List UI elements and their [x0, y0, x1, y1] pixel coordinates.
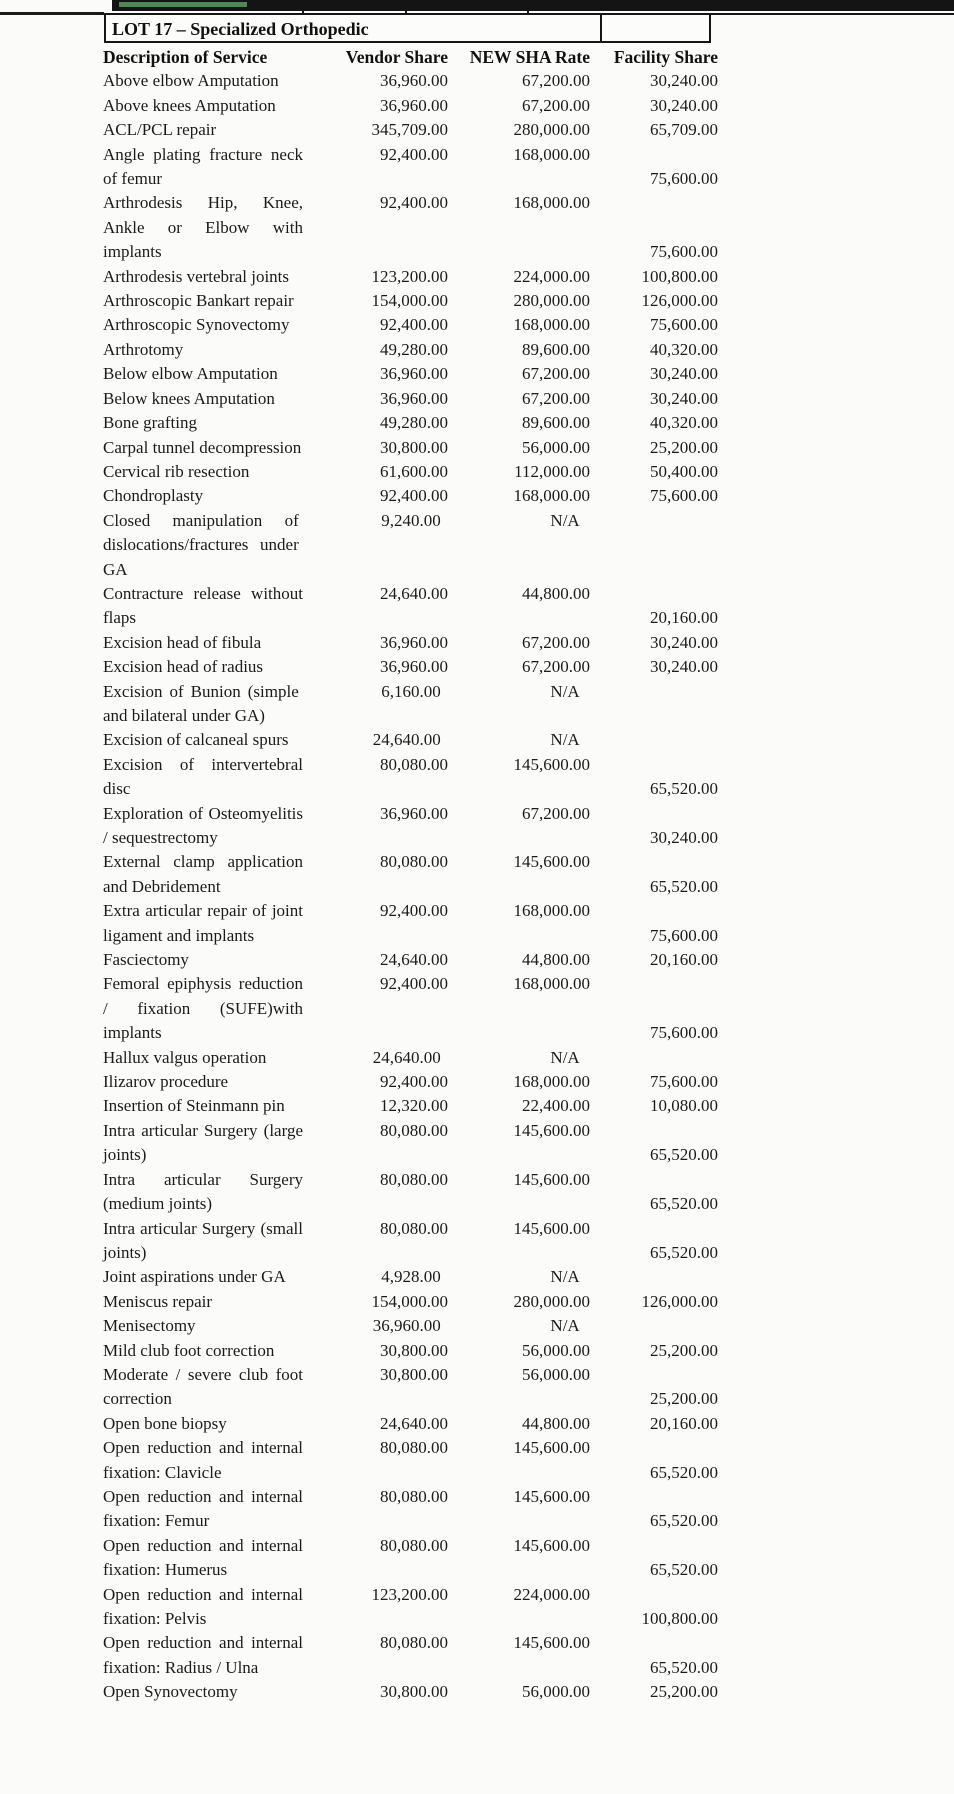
service-description: Carpal tunnel decompression	[103, 437, 302, 457]
vendor-share-value: 24,640.00	[372, 730, 441, 750]
vendor-share-value: 49,280.00	[380, 413, 448, 433]
service-description: Moderate / severe club foot correction	[103, 1364, 303, 1409]
table-row	[103, 289, 723, 313]
facility-share-value: 65,520.00	[650, 1560, 718, 1580]
service-description: Meniscus repair	[103, 1291, 213, 1311]
table-row	[103, 1339, 723, 1363]
vendor-share-value: 9,240.00	[381, 510, 441, 530]
facility-share-value: 10,080.00	[650, 1096, 718, 1116]
vendor-share-value: 92,400.00	[380, 974, 448, 994]
vendor-share-value: 80,080.00	[380, 1120, 448, 1140]
new-sha-rate-value: 168,000.00	[513, 315, 590, 335]
new-sha-rate-value: 145,600.00	[513, 1218, 590, 1238]
new-sha-rate-value: 168,000.00	[513, 1072, 590, 1092]
facility-share-value: 65,520.00	[650, 1462, 718, 1482]
new-sha-rate-value: 280,000.00	[513, 1291, 590, 1311]
table-row	[103, 94, 723, 118]
new-sha-rate-value: 145,600.00	[513, 754, 590, 774]
table-row	[103, 313, 723, 337]
vendor-share-value: 36,960.00	[372, 1316, 441, 1336]
service-description: Open reduction and internal fixation: Humerus	[103, 1535, 303, 1580]
new-sha-rate-value: 44,800.00	[522, 583, 590, 603]
facility-share-value: 25,200.00	[650, 437, 718, 457]
vendor-share-value: 12,320.00	[380, 1096, 448, 1116]
new-sha-rate-value: 145,600.00	[513, 1633, 590, 1653]
facility-share-value: 65,520.00	[650, 1194, 718, 1214]
service-description: Open reduction and internal fixation: Pelvis	[103, 1584, 303, 1628]
vendor-share-value: 92,400.00	[380, 315, 448, 335]
vendor-share-value: 92,400.00	[380, 486, 448, 506]
vendor-share-value: 80,080.00	[380, 1633, 448, 1653]
new-sha-rate-value: 89,600.00	[522, 339, 590, 359]
facility-share-value: 75,600.00	[650, 1023, 718, 1043]
service-description: Intra articular Surgery (medium joints)	[103, 1169, 303, 1214]
new-sha-rate-value: 280,000.00	[513, 291, 590, 311]
new-sha-rate-value: 168,000.00	[513, 193, 590, 213]
facility-share-value: 30,240.00	[650, 632, 718, 652]
table-row	[103, 631, 723, 655]
service-description: Above elbow Amputation	[103, 71, 279, 91]
new-sha-rate-value: 89,600.00	[522, 413, 590, 433]
vendor-share-value: 80,080.00	[380, 1535, 448, 1555]
table-row	[103, 1217, 723, 1266]
service-description: Menisectomy	[103, 1316, 196, 1336]
service-description: Open reduction and internal fixation: Radius / Ulna	[103, 1633, 303, 1677]
service-description: Bone grafting	[103, 413, 197, 433]
facility-share-value: 50,400.00	[650, 461, 718, 481]
facility-share-value: 65,520.00	[650, 1657, 718, 1677]
new-sha-rate-value: 56,000.00	[522, 437, 590, 457]
table-row	[103, 1412, 723, 1436]
green-accent-strip	[119, 2, 247, 7]
lot-title: LOT 17 – Specialized Orthopedic	[112, 19, 369, 39]
service-description: Mild club foot correction	[103, 1340, 275, 1360]
table-row	[103, 972, 723, 1045]
table-row	[103, 1168, 723, 1217]
new-sha-rate-value: 67,200.00	[522, 388, 590, 408]
facility-share-value: 40,320.00	[650, 413, 718, 433]
vendor-share-value: 154,000.00	[371, 1291, 448, 1311]
top-bar	[112, 0, 954, 11]
vendor-share-value: 92,400.00	[380, 901, 448, 921]
facility-share-value: 65,520.00	[650, 1511, 718, 1531]
service-description: Excision of intervertebral disc	[103, 754, 303, 799]
facility-share-value: 75,600.00	[650, 925, 718, 945]
new-sha-rate-value: 168,000.00	[513, 486, 590, 506]
new-sha-rate-value: 168,000.00	[513, 974, 590, 994]
table-row	[103, 1290, 723, 1314]
service-description: Arthroscopic Synovectomy	[103, 315, 290, 335]
col-header-facility-share: Facility Share	[613, 47, 718, 67]
table-row	[103, 1046, 723, 1070]
new-sha-rate-value: 44,800.00	[522, 950, 590, 970]
service-description: Arthrodesis Hip, Knee, Ankle or Elbow with implants	[103, 193, 303, 262]
new-sha-rate-value: N/A	[550, 1047, 580, 1067]
vendor-share-value: 36,960.00	[380, 388, 448, 408]
table-row	[103, 802, 723, 851]
service-description: Fasciectomy	[103, 950, 189, 970]
vendor-share-value: 30,800.00	[380, 437, 448, 457]
vendor-share-value: 49,280.00	[380, 339, 448, 359]
new-sha-rate-value: 145,600.00	[513, 1486, 590, 1506]
new-sha-rate-value: 56,000.00	[522, 1682, 590, 1702]
new-sha-rate-value: N/A	[550, 681, 580, 701]
table-row	[103, 362, 723, 386]
facility-share-value: 20,160.00	[650, 950, 718, 970]
vendor-share-value: 92,400.00	[380, 1072, 448, 1092]
table-row	[103, 948, 723, 972]
facility-share-value: 126,000.00	[641, 291, 718, 311]
table-row	[103, 1534, 723, 1583]
new-sha-rate-value: 67,200.00	[522, 632, 590, 652]
col-header-description: Description of Service	[103, 47, 268, 67]
service-description: Arthrotomy	[103, 339, 184, 359]
new-sha-rate-value: N/A	[550, 730, 580, 750]
table-row	[103, 387, 723, 411]
table-body	[103, 69, 723, 1704]
service-description: Excision of calcaneal spurs	[103, 730, 289, 750]
left-border-remnant	[0, 12, 104, 15]
service-description: Joint aspirations under GA	[103, 1267, 286, 1287]
table-row	[103, 1094, 723, 1118]
vendor-share-value: 80,080.00	[380, 1218, 448, 1238]
facility-share-value: 30,240.00	[650, 95, 718, 115]
new-sha-rate-value: 22,400.00	[522, 1096, 590, 1116]
table-row	[103, 509, 723, 582]
service-description: Femoral epiphysis reduction / fixation (SUFE)with implants	[103, 974, 303, 1043]
new-sha-rate-value: 67,200.00	[522, 71, 590, 91]
service-description: ACL/PCL repair	[103, 120, 217, 140]
vendor-share-value: 345,709.00	[371, 120, 448, 140]
new-sha-rate-value: 224,000.00	[513, 266, 590, 286]
new-sha-rate-value: N/A	[550, 510, 580, 530]
facility-share-value: 30,240.00	[650, 657, 718, 677]
facility-share-value: 25,200.00	[650, 1682, 718, 1702]
new-sha-rate-value: N/A	[550, 1267, 580, 1287]
facility-share-value: 20,160.00	[650, 608, 718, 628]
service-description: Closed manipulation of dislocations/fractures under GA	[103, 510, 299, 579]
table-row	[103, 484, 723, 508]
service-description: External clamp application and Debridement	[103, 852, 303, 896]
table-row	[103, 850, 723, 899]
table-row	[103, 460, 723, 484]
service-description: Open Synovectomy	[103, 1682, 238, 1702]
vendor-share-value: 30,800.00	[380, 1682, 448, 1702]
vendor-share-value: 92,400.00	[380, 144, 448, 164]
vendor-share-value: 36,960.00	[380, 95, 448, 115]
service-description: Chondroplasty	[103, 486, 204, 506]
vendor-share-value: 61,600.00	[380, 461, 448, 481]
facility-share-value: 40,320.00	[650, 339, 718, 359]
facility-share-value: 75,600.00	[650, 242, 718, 262]
vendor-share-value: 30,800.00	[380, 1364, 448, 1384]
service-description: Excision head of radius	[103, 657, 264, 677]
facility-share-value: 25,200.00	[650, 1389, 718, 1409]
service-description: Angle plating fracture neck of femur	[103, 144, 303, 189]
facility-share-value: 126,000.00	[641, 1291, 718, 1311]
vendor-share-value: 36,960.00	[380, 632, 448, 652]
service-description: Arthroscopic Bankart repair	[103, 291, 294, 311]
service-description: Excision of Bunion (simple and bilateral under GA)	[103, 681, 299, 725]
facility-share-value: 75,600.00	[650, 1072, 718, 1092]
service-description: Open bone biopsy	[103, 1413, 227, 1433]
facility-share-value: 30,240.00	[650, 364, 718, 384]
facility-share-value: 65,709.00	[650, 120, 718, 140]
vendor-share-value: 123,200.00	[371, 266, 448, 286]
service-description: Open reduction and internal fixation: Clavicle	[103, 1438, 303, 1482]
facility-share-value: 100,800.00	[641, 266, 718, 286]
service-description: Open reduction and internal fixation: Femur	[103, 1486, 303, 1531]
new-sha-rate-value: 44,800.00	[522, 1413, 590, 1433]
vendor-share-value: 36,960.00	[380, 657, 448, 677]
facility-share-value: 20,160.00	[650, 1413, 718, 1433]
new-sha-rate-value: 67,200.00	[522, 364, 590, 384]
service-description: Below elbow Amputation	[103, 364, 278, 384]
table-row	[103, 338, 723, 362]
table-row	[103, 436, 723, 460]
facility-share-value: 65,520.00	[650, 779, 718, 799]
vendor-share-value: 4,928.00	[381, 1267, 441, 1287]
new-sha-rate-value: 67,200.00	[522, 95, 590, 115]
new-sha-rate-value: 67,200.00	[522, 657, 590, 677]
service-description: Extra articular repair of joint ligament and implants	[103, 901, 303, 945]
table-row	[103, 1583, 723, 1632]
new-sha-rate-value: 56,000.00	[522, 1364, 590, 1384]
col-header-new-sha-rate: NEW SHA Rate	[469, 47, 590, 67]
service-description: Exploration of Osteomyelitis / sequestrectomy	[103, 803, 303, 847]
new-sha-rate-value: N/A	[550, 1316, 580, 1336]
vendor-share-value: 24,640.00	[380, 583, 448, 603]
vendor-share-value: 24,640.00	[380, 1413, 448, 1433]
facility-share-value: 30,240.00	[650, 828, 718, 847]
table-row	[103, 118, 723, 142]
service-description: Excision head of fibula	[103, 632, 262, 652]
new-sha-rate-value: 224,000.00	[513, 1584, 590, 1604]
table-row	[103, 582, 723, 631]
table-row	[103, 655, 723, 679]
vendor-share-value: 80,080.00	[380, 754, 448, 774]
lot-box-divider	[600, 15, 602, 41]
new-sha-rate-value: 145,600.00	[513, 1535, 590, 1555]
service-description: Below knees Amputation	[103, 388, 275, 408]
facility-share-value: 65,520.00	[650, 1145, 718, 1165]
service-description: Arthrodesis vertebral joints	[103, 266, 290, 286]
new-sha-rate-value: 168,000.00	[513, 901, 590, 921]
table-row	[103, 1265, 723, 1289]
facility-share-value: 65,520.00	[650, 876, 718, 896]
facility-share-value: 25,200.00	[650, 1340, 718, 1360]
service-description: Ilizarov procedure	[103, 1072, 229, 1092]
vendor-share-value: 80,080.00	[380, 1169, 448, 1189]
table-row	[103, 143, 723, 192]
vendor-share-value: 80,080.00	[380, 852, 448, 872]
vendor-share-value: 24,640.00	[380, 950, 448, 970]
service-description: Insertion of Steinmann pin	[103, 1096, 285, 1116]
service-description: Intra articular Surgery (large joints)	[103, 1120, 303, 1165]
col-header-vendor-share: Vendor Share	[345, 47, 448, 67]
table-row	[103, 1363, 723, 1412]
service-description: Cervical rib resection	[103, 461, 250, 481]
vendor-share-value: 80,080.00	[380, 1438, 448, 1458]
facility-share-value: 100,800.00	[641, 1609, 718, 1628]
table-row	[103, 1070, 723, 1094]
table-row	[103, 1119, 723, 1168]
vendor-share-value: 80,080.00	[380, 1486, 448, 1506]
vendor-share-value: 30,800.00	[380, 1340, 448, 1360]
table-row	[103, 191, 723, 264]
facility-share-value: 75,600.00	[650, 486, 718, 506]
table-row	[103, 411, 723, 435]
facility-share-value: 75,600.00	[650, 169, 718, 189]
table-header-row	[103, 45, 723, 69]
table-row	[103, 1436, 723, 1485]
service-description: Contracture release without flaps	[103, 583, 303, 628]
table-row	[103, 753, 723, 802]
new-sha-rate-value: 145,600.00	[513, 852, 590, 872]
vendor-share-value: 6,160.00	[381, 681, 441, 701]
facility-share-value: 75,600.00	[650, 315, 718, 335]
facility-share-value: 65,520.00	[650, 1242, 718, 1262]
new-sha-rate-value: 56,000.00	[522, 1340, 590, 1360]
service-description: Hallux valgus operation	[103, 1047, 267, 1067]
table-row	[103, 69, 723, 93]
vendor-share-value: 36,960.00	[380, 364, 448, 384]
table-row	[103, 1485, 723, 1534]
new-sha-rate-value: 67,200.00	[522, 803, 590, 823]
new-sha-rate-value: 145,600.00	[513, 1120, 590, 1140]
vendor-share-value: 36,960.00	[380, 71, 448, 91]
new-sha-rate-value: 168,000.00	[513, 144, 590, 164]
table-row	[103, 728, 723, 752]
vendor-share-value: 36,960.00	[380, 803, 448, 823]
table-row	[103, 1680, 723, 1704]
service-description: Above knees Amputation	[103, 95, 276, 115]
table-row	[103, 899, 723, 948]
vendor-share-value: 92,400.00	[380, 193, 448, 213]
table-row	[103, 1314, 723, 1338]
new-sha-rate-value: 145,600.00	[513, 1169, 590, 1189]
rate-table	[103, 45, 723, 1705]
table-row	[103, 1631, 723, 1680]
table-row	[103, 680, 723, 729]
new-sha-rate-value: 112,000.00	[514, 461, 590, 481]
new-sha-rate-value: 280,000.00	[513, 120, 590, 140]
service-description: Intra articular Surgery (small joints)	[103, 1218, 303, 1262]
facility-share-value: 30,240.00	[650, 71, 718, 91]
new-sha-rate-value: 145,600.00	[513, 1438, 590, 1458]
vendor-share-value: 154,000.00	[371, 291, 448, 311]
vendor-share-value: 24,640.00	[372, 1047, 441, 1067]
lot-header-box	[104, 13, 711, 43]
vendor-share-value: 123,200.00	[371, 1584, 448, 1604]
facility-share-value: 30,240.00	[650, 388, 718, 408]
table-row	[103, 265, 723, 289]
